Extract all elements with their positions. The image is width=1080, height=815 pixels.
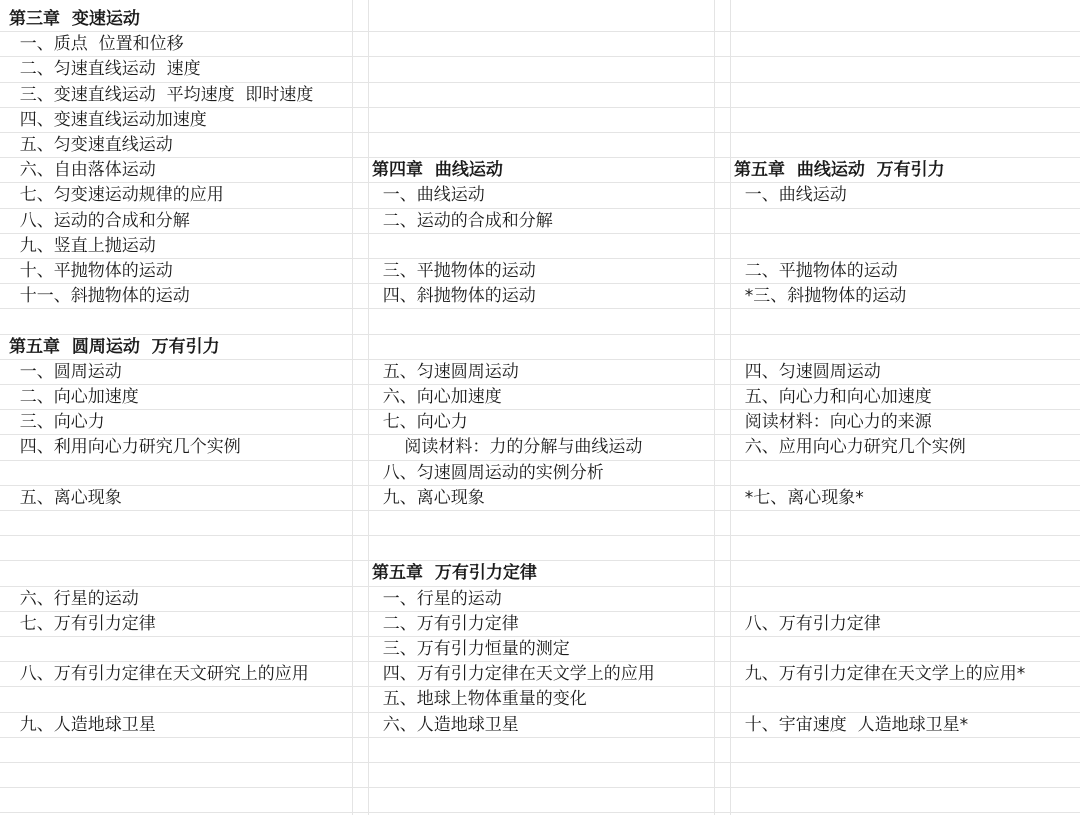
section-cell[interactable]: 四、匀速圆周运动: [734, 361, 881, 382]
section-cell[interactable]: 八、运动的合成和分解: [9, 210, 190, 231]
section-cell[interactable]: 二、向心加速度: [9, 387, 139, 407]
grid-row-line: [0, 7, 1080, 32]
section-cell[interactable]: 九、竖直上抛运动: [9, 235, 156, 256]
grid-row-line: [0, 511, 1080, 536]
section-cell[interactable]: 十、宇宙速度 人造地球卫星*: [734, 714, 969, 735]
section-cell[interactable]: 阅读材料：向心力的来源: [734, 412, 932, 433]
section-cell[interactable]: 二、平抛物体的运动: [734, 261, 898, 281]
chapter-heading-cell[interactable]: 第四章 曲线运动: [372, 160, 503, 181]
section-cell[interactable]: 三、平抛物体的运动: [372, 261, 536, 281]
grid-column-line: [352, 0, 353, 815]
section-cell[interactable]: 八、匀速圆周运动的实例分析: [372, 462, 604, 483]
section-cell[interactable]: 七、万有引力定律: [9, 613, 156, 634]
section-cell[interactable]: 五、匀变速直线运动: [9, 135, 173, 155]
section-cell[interactable]: 六、行星的运动: [9, 588, 139, 609]
grid-column-line: [368, 0, 369, 815]
section-cell[interactable]: 五、地球上物体重量的变化: [372, 689, 587, 710]
section-cell[interactable]: 八、万有引力定律在天文研究上的应用: [9, 664, 309, 685]
section-cell[interactable]: 九、离心现象: [372, 487, 485, 508]
section-cell[interactable]: 阅读材料：力的分解与曲线运动: [372, 437, 643, 458]
section-cell[interactable]: 九、万有引力定律在天文学上的应用*: [734, 664, 1026, 685]
chapter-heading-cell[interactable]: 第五章 圆周运动 万有引力: [9, 336, 220, 357]
section-cell[interactable]: 十一、斜抛物体的运动: [9, 286, 190, 307]
section-cell[interactable]: 五、匀速圆周运动: [372, 361, 519, 382]
grid-row-line: [0, 309, 1080, 334]
section-cell[interactable]: 一、行星的运动: [372, 588, 502, 609]
section-cell[interactable]: 二、万有引力定律: [372, 613, 519, 634]
grid-row-line: [0, 788, 1080, 813]
section-cell[interactable]: 七、匀变速运动规律的应用: [9, 185, 224, 206]
grid-row-line: [0, 763, 1080, 788]
grid-row-line: [0, 587, 1080, 612]
grid-row-line: [0, 486, 1080, 511]
section-cell[interactable]: 五、向心力和向心加速度: [734, 387, 932, 407]
grid-row-line: [0, 561, 1080, 586]
section-cell[interactable]: *三、斜抛物体的运动: [734, 286, 907, 307]
chapter-heading-cell[interactable]: 第三章 变速运动: [9, 9, 140, 29]
chapter-heading-cell[interactable]: 第五章 万有引力定律: [372, 563, 537, 584]
section-cell[interactable]: 一、曲线运动: [734, 185, 847, 206]
section-cell[interactable]: *七、离心现象*: [734, 487, 864, 508]
grid-column-line: [714, 0, 715, 815]
section-cell[interactable]: 一、圆周运动: [9, 361, 122, 382]
section-cell[interactable]: 一、质点 位置和位移: [9, 34, 184, 55]
section-cell[interactable]: 六、人造地球卫星: [372, 714, 519, 735]
section-cell[interactable]: 三、变速直线运动 平均速度 即时速度: [9, 84, 314, 105]
grid-row-line: [0, 360, 1080, 385]
chapter-heading-cell[interactable]: 第五章 曲线运动 万有引力: [734, 160, 945, 181]
section-cell[interactable]: 九、人造地球卫星: [9, 714, 156, 735]
section-cell[interactable]: 五、离心现象: [9, 487, 122, 508]
section-cell[interactable]: 七、向心力: [372, 412, 468, 433]
section-cell[interactable]: 三、万有引力恒量的测定: [372, 639, 570, 659]
grid-row-line: [0, 612, 1080, 637]
section-cell[interactable]: 八、万有引力定律: [734, 613, 881, 634]
section-cell[interactable]: 二、匀速直线运动 速度: [9, 59, 201, 80]
section-cell[interactable]: 四、利用向心力研究几个实例: [9, 437, 241, 458]
grid-row-line: [0, 738, 1080, 763]
section-cell[interactable]: 三、向心力: [9, 412, 105, 433]
grid-row-line: [0, 234, 1080, 259]
section-cell[interactable]: 十、平抛物体的运动: [9, 261, 173, 281]
grid-row-line: [0, 536, 1080, 561]
section-cell[interactable]: 四、斜抛物体的运动: [372, 286, 536, 307]
section-cell[interactable]: 四、变速直线运动加速度: [9, 109, 207, 130]
section-cell[interactable]: 二、运动的合成和分解: [372, 210, 553, 231]
grid-column-line: [730, 0, 731, 815]
section-cell[interactable]: 六、自由落体运动: [9, 160, 156, 181]
section-cell[interactable]: 六、向心加速度: [372, 387, 502, 407]
section-cell[interactable]: 四、万有引力定律在天文学上的应用: [372, 664, 655, 685]
section-cell[interactable]: 六、应用向心力研究几个实例: [734, 437, 966, 458]
section-cell[interactable]: 一、曲线运动: [372, 185, 485, 206]
